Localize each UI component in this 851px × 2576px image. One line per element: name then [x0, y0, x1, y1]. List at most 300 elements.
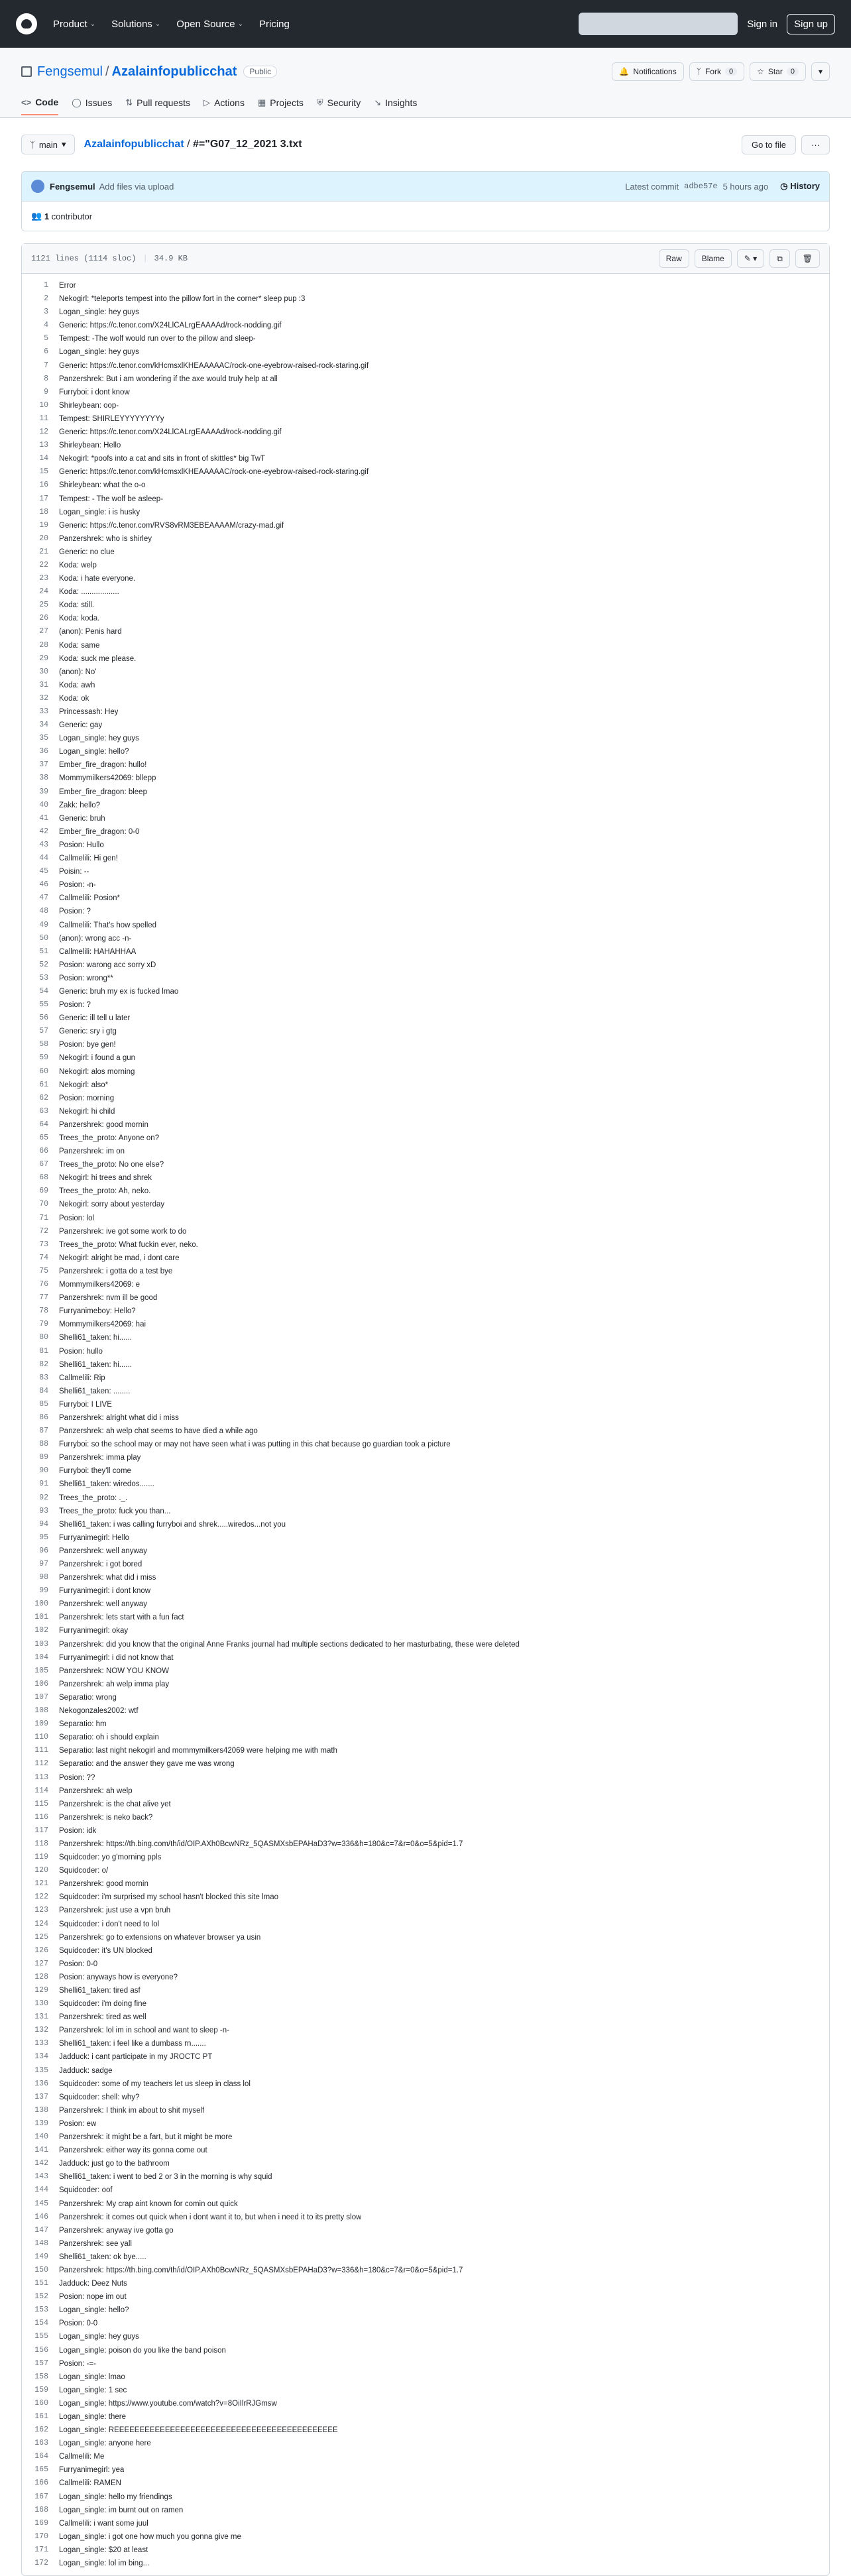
pull-request-icon: ⇅	[125, 97, 133, 107]
line-number[interactable]: 14	[39, 454, 48, 463]
visibility-badge: Public	[243, 66, 277, 78]
line-number[interactable]: 147	[34, 2225, 48, 2235]
line-content: Koda: still.	[59, 601, 95, 610]
line-number[interactable]: 152	[34, 2292, 48, 2302]
avatar[interactable]	[31, 180, 44, 193]
line-content: Mommymilkers42069: e	[59, 1281, 141, 1289]
line-number[interactable]: 42	[39, 827, 48, 836]
line-number[interactable]: 75	[39, 1266, 48, 1275]
history-link[interactable]	[780, 181, 820, 192]
line-content: Logan_single: poison do you like the band poison	[59, 2346, 226, 2355]
line-content: Nekogirl: *poofs into a cat and sits in front of skittles* big TwT	[59, 455, 266, 463]
line-number[interactable]: 85	[39, 1399, 48, 1409]
line-number[interactable]: 82	[39, 1360, 48, 1369]
line-number[interactable]: 50	[39, 933, 48, 943]
line-number[interactable]: 21	[39, 547, 48, 556]
line-number[interactable]: 20	[39, 534, 48, 543]
line-number[interactable]: 27	[39, 627, 48, 636]
line-number[interactable]: 15	[39, 467, 48, 477]
line-number[interactable]: 105	[34, 1666, 48, 1675]
code-line	[22, 2011, 829, 2024]
line-number[interactable]: 171	[34, 2545, 48, 2554]
line-number[interactable]: 4	[44, 321, 48, 330]
line-number[interactable]: 96	[39, 1546, 48, 1555]
line-number[interactable]: 110	[34, 1733, 48, 1742]
line-number[interactable]: 11	[39, 414, 48, 423]
code-line	[22, 2277, 829, 2290]
code-line	[22, 2211, 829, 2224]
line-number[interactable]: 117	[34, 1826, 48, 1835]
line-number[interactable]: 32	[39, 693, 48, 703]
line-number[interactable]: 126	[34, 1946, 48, 1955]
line-number[interactable]: 137	[34, 2092, 48, 2101]
line-number[interactable]: 8	[44, 374, 48, 383]
line-number[interactable]: 124	[34, 1919, 48, 1928]
line-number[interactable]: 104	[34, 1653, 48, 1662]
line-number[interactable]: 123	[34, 1906, 48, 1915]
code-line	[22, 786, 829, 799]
line-number[interactable]: 12	[39, 428, 48, 437]
repo-owner-link[interactable]: Fengsemul	[37, 64, 103, 79]
code-line	[22, 1145, 829, 1158]
code-line	[22, 839, 829, 852]
line-number[interactable]: 13	[39, 441, 48, 450]
line-number[interactable]: 73	[39, 1240, 48, 1249]
star-icon: ☆	[757, 67, 764, 76]
line-number[interactable]: 156	[34, 2345, 48, 2355]
line-number[interactable]: 64	[39, 1120, 48, 1129]
line-number[interactable]: 79	[39, 1320, 48, 1329]
table-icon: ▦	[257, 97, 266, 107]
line-content: Jadduck: just go to the bathroom	[59, 2160, 170, 2168]
line-number[interactable]: 155	[34, 2332, 48, 2341]
line-number[interactable]: 111	[34, 1746, 48, 1755]
line-number[interactable]: 99	[39, 1586, 48, 1596]
line-number[interactable]: 53	[39, 973, 48, 982]
line-number[interactable]: 166	[34, 2479, 48, 2488]
tab-pull-requests[interactable]	[125, 97, 190, 115]
line-content: Furryanimegirl: i dont know	[59, 1587, 151, 1596]
line-content: Separatio: last night nekogirl and mommymilkers42069 were helping me with math	[59, 1747, 337, 1755]
line-content: Panzershrek: is neko back?	[59, 1813, 153, 1822]
line-content: Panzershrek: i gotta do a test bye	[59, 1267, 173, 1275]
line-number[interactable]: 98	[39, 1573, 48, 1582]
code-line	[22, 2330, 829, 2343]
line-content: Generic: https://c.tenor.com/RVS8vRM3EBEAAAAM/crazy-mad.gif	[59, 521, 284, 530]
line-number[interactable]: 163	[34, 2439, 48, 2448]
line-number[interactable]: 43	[39, 840, 48, 849]
branch-icon: ᛉ	[30, 139, 35, 150]
line-number[interactable]: 116	[34, 1812, 48, 1822]
line-number[interactable]: 125	[34, 1932, 48, 1942]
repo-separator: /	[105, 64, 109, 79]
line-content: Posion: nope im out	[59, 2293, 127, 2302]
line-number[interactable]: 169	[34, 2518, 48, 2528]
code-line	[22, 1971, 829, 1984]
line-number[interactable]: 40	[39, 800, 48, 809]
line-number[interactable]: 93	[39, 1506, 48, 1515]
line-number[interactable]: 69	[39, 1187, 48, 1196]
line-content: Callmelili: That's how spelled	[59, 921, 157, 929]
line-number[interactable]: 31	[39, 680, 48, 689]
line-number[interactable]: 115	[34, 1799, 48, 1808]
code-line	[22, 1212, 829, 1225]
line-number[interactable]: 102	[34, 1626, 48, 1635]
line-content: Generic: https://c.tenor.com/X24LlCALrgEAAAAd/rock-nodding.gif	[59, 322, 282, 330]
code-line	[22, 1092, 829, 1105]
line-number[interactable]: 5	[44, 334, 48, 343]
code-line	[22, 1132, 829, 1145]
code-line	[22, 345, 829, 359]
github-logo-icon[interactable]	[16, 13, 37, 34]
line-number[interactable]: 24	[39, 587, 48, 597]
line-number[interactable]: 91	[39, 1480, 48, 1489]
line-content: Shelli61_taken: hi......	[59, 1334, 132, 1342]
tab-projects[interactable]	[258, 97, 304, 115]
line-number[interactable]: 87	[39, 1427, 48, 1436]
line-number[interactable]: 6	[44, 347, 48, 357]
line-number[interactable]: 71	[39, 1213, 48, 1222]
line-number[interactable]: 9	[44, 387, 48, 396]
tab-code[interactable]	[21, 97, 58, 115]
line-content: Logan_single: 1 sec	[59, 2386, 127, 2394]
line-number[interactable]: 129	[34, 1986, 48, 1995]
file-tools	[659, 249, 820, 268]
line-content: Squidcoder: i'm doing fine	[59, 2000, 146, 2009]
fork-button[interactable]	[689, 62, 744, 81]
line-number[interactable]: 153	[34, 2306, 48, 2315]
line-content: Logan_single: hey guys	[59, 2333, 139, 2341]
line-number[interactable]: 52	[39, 960, 48, 969]
line-number[interactable]: 59	[39, 1053, 48, 1063]
line-number[interactable]: 57	[39, 1027, 48, 1036]
line-number[interactable]: 44	[39, 854, 48, 863]
line-content: Panzershrek: im on	[59, 1147, 125, 1156]
commit-meta	[625, 181, 820, 192]
more-options-button[interactable]: ···	[801, 135, 830, 154]
line-number[interactable]: 3	[44, 308, 48, 317]
repo-name-link[interactable]: Azalainfopublicchat	[111, 64, 237, 79]
line-number[interactable]: 45	[39, 867, 48, 876]
line-content: Shelli61_taken: ok bye.....	[59, 2253, 146, 2261]
line-number[interactable]: 63	[39, 1106, 48, 1116]
sign-in-link[interactable]: Sign in	[747, 18, 778, 30]
line-number[interactable]: 22	[39, 560, 48, 569]
line-number[interactable]: 94	[39, 1519, 48, 1529]
line-content: Logan_single: $20 at least	[59, 2546, 148, 2554]
line-number[interactable]: 144	[34, 2186, 48, 2195]
line-number[interactable]: 33	[39, 707, 48, 716]
line-number[interactable]: 56	[39, 1014, 48, 1023]
line-number[interactable]: 159	[34, 2385, 48, 2394]
line-number[interactable]: 121	[34, 1879, 48, 1889]
copy-icon[interactable]: ⧉	[769, 249, 790, 268]
commit-sha-link[interactable]: adbe57e	[684, 182, 718, 191]
line-number[interactable]: 168	[34, 2505, 48, 2514]
line-number[interactable]: 150	[34, 2265, 48, 2274]
line-number[interactable]: 157	[34, 2359, 48, 2368]
line-content: Nekogirl: sorry about yesterday	[59, 1200, 165, 1209]
line-number[interactable]: 164	[34, 2452, 48, 2461]
branch-selector[interactable]	[21, 135, 75, 154]
line-number[interactable]: 101	[34, 1613, 48, 1622]
line-number[interactable]: 47	[39, 894, 48, 903]
code-line	[22, 1691, 829, 1704]
line-number[interactable]: 26	[39, 614, 48, 623]
line-number[interactable]: 62	[39, 1093, 48, 1102]
line-number[interactable]: 34	[39, 721, 48, 730]
line-number[interactable]: 89	[39, 1453, 48, 1462]
line-number[interactable]: 72	[39, 1226, 48, 1236]
line-number[interactable]: 142	[34, 2159, 48, 2168]
line-number[interactable]: 18	[39, 507, 48, 516]
line-number[interactable]: 80	[39, 1333, 48, 1342]
line-number[interactable]: 136	[34, 2079, 48, 2088]
line-number[interactable]: 10	[39, 400, 48, 410]
line-number[interactable]: 108	[34, 1706, 48, 1716]
line-number[interactable]: 19	[39, 520, 48, 530]
line-number[interactable]: 148	[34, 2239, 48, 2248]
line-number[interactable]: 135	[34, 2066, 48, 2075]
commit-author-link[interactable]: Fengsemul	[50, 181, 95, 192]
line-number[interactable]: 109	[34, 1720, 48, 1729]
line-number[interactable]: 138	[34, 2105, 48, 2115]
line-number[interactable]: 83	[39, 1373, 48, 1382]
code-line	[22, 2530, 829, 2544]
line-number[interactable]: 70	[39, 1200, 48, 1209]
line-number[interactable]: 106	[34, 1679, 48, 1688]
line-number[interactable]: 90	[39, 1466, 48, 1476]
line-number[interactable]: 2	[44, 294, 48, 304]
tab-label: Code	[35, 97, 59, 107]
line-number[interactable]: 39	[39, 787, 48, 796]
line-number[interactable]: 141	[34, 2146, 48, 2155]
line-number[interactable]: 49	[39, 920, 48, 929]
line-content: Generic: ill tell u later	[59, 1014, 131, 1023]
bell-icon: 🔔	[619, 67, 630, 76]
notifications-button[interactable]	[612, 62, 683, 81]
line-number[interactable]: 54	[39, 986, 48, 996]
nav-label: Solutions	[111, 18, 152, 30]
line-number[interactable]: 95	[39, 1533, 48, 1542]
line-content: Panzershrek: https://th.bing.com/th/id/OIP.AXh0BcwNRz_5QASMXsbEPAHaD3?w=336&h=180&c=7&r=0&o=5&pid=1.7	[59, 1840, 463, 1848]
line-number[interactable]: 118	[34, 1839, 48, 1848]
nav-solutions[interactable]	[111, 19, 160, 30]
line-number[interactable]: 67	[39, 1160, 48, 1169]
line-number[interactable]: 88	[39, 1440, 48, 1449]
line-content: Logan_single: hey guys	[59, 308, 139, 317]
line-number[interactable]: 143	[34, 2172, 48, 2182]
line-number[interactable]: 92	[39, 1493, 48, 1502]
code-line	[22, 732, 829, 745]
line-number[interactable]: 154	[34, 2319, 48, 2328]
line-number[interactable]: 77	[39, 1293, 48, 1303]
line-number[interactable]: 119	[34, 1853, 48, 1862]
star-dropdown-button[interactable]	[811, 62, 830, 81]
code-line	[22, 1624, 829, 1637]
line-number[interactable]: 134	[34, 2052, 48, 2062]
line-content: Error	[59, 282, 76, 290]
line-number[interactable]: 30	[39, 667, 48, 676]
line-number[interactable]: 60	[39, 1067, 48, 1076]
code-line	[22, 1678, 829, 1691]
line-number[interactable]: 146	[34, 2212, 48, 2221]
code-line	[22, 825, 829, 839]
tab-security[interactable]	[317, 97, 361, 115]
line-number[interactable]: 170	[34, 2532, 48, 2541]
line-number[interactable]: 149	[34, 2252, 48, 2261]
tab-actions[interactable]	[203, 97, 245, 115]
line-number[interactable]: 158	[34, 2372, 48, 2381]
code-line	[22, 332, 829, 345]
edit-icon[interactable]: ✎ ▾	[737, 249, 764, 268]
code-line	[22, 2490, 829, 2504]
line-number[interactable]: 172	[34, 2559, 48, 2568]
line-number[interactable]: 100	[34, 1600, 48, 1609]
line-content: Panzershrek: it might be a fart, but it might be more	[59, 2133, 233, 2142]
issue-icon: ◯	[72, 97, 82, 107]
line-number[interactable]: 29	[39, 654, 48, 663]
trash-icon[interactable]: 🗑	[795, 249, 820, 268]
line-number[interactable]: 107	[34, 1692, 48, 1702]
nav-product[interactable]	[53, 19, 95, 30]
line-number[interactable]: 113	[34, 1773, 48, 1782]
line-content: Ember_fire_dragon: hullo!	[59, 761, 147, 770]
line-number[interactable]: 61	[39, 1080, 48, 1089]
raw-button[interactable]: Raw	[659, 249, 689, 268]
line-number[interactable]: 25	[39, 601, 48, 610]
line-number[interactable]: 140	[34, 2133, 48, 2142]
code-line	[22, 306, 829, 319]
line-number[interactable]: 84	[39, 1386, 48, 1395]
line-number[interactable]: 139	[34, 2119, 48, 2128]
line-number[interactable]: 7	[44, 361, 48, 370]
line-number[interactable]: 130	[34, 1999, 48, 2009]
line-number[interactable]: 81	[39, 1346, 48, 1356]
code-line	[22, 719, 829, 732]
line-content: Posion: 0-0	[59, 2319, 98, 2328]
line-number[interactable]: 97	[39, 1560, 48, 1568]
line-number[interactable]: 145	[34, 2199, 48, 2208]
line-number[interactable]: 112	[34, 1759, 48, 1769]
line-number[interactable]: 37	[39, 760, 48, 770]
line-number[interactable]: 1	[44, 281, 48, 290]
line-number[interactable]: 41	[39, 813, 48, 823]
blame-button[interactable]: Blame	[695, 249, 732, 268]
line-number[interactable]: 128	[34, 1972, 48, 1981]
code-line	[22, 559, 829, 572]
code-line	[22, 2237, 829, 2251]
line-number[interactable]: 86	[39, 1413, 48, 1422]
line-number[interactable]: 17	[39, 494, 48, 503]
line-number[interactable]: 58	[39, 1040, 48, 1049]
line-content: Callmelili: i want some juul	[59, 2519, 148, 2528]
file-nav-row	[21, 118, 830, 171]
code-line	[22, 399, 829, 412]
contributors-row[interactable]	[22, 202, 829, 231]
tab-issues[interactable]	[72, 97, 112, 115]
line-number[interactable]: 35	[39, 734, 48, 743]
line-number[interactable]: 23	[39, 574, 48, 583]
code-line	[22, 1331, 829, 1344]
code-line	[22, 692, 829, 705]
line-content: Posion: ??	[59, 1773, 95, 1782]
line-number[interactable]: 120	[34, 1866, 48, 1875]
line-content: Callmelili: Hi gen!	[59, 854, 118, 863]
breadcrumb-repo-link[interactable]: Azalainfopublicchat	[84, 139, 184, 150]
line-number[interactable]: 46	[39, 880, 48, 890]
code-line	[22, 1225, 829, 1238]
line-number[interactable]: 165	[34, 2465, 48, 2475]
line-number[interactable]: 51	[39, 947, 48, 956]
line-number[interactable]: 122	[34, 1893, 48, 1902]
line-number[interactable]: 28	[39, 640, 48, 650]
code-line	[22, 1638, 829, 1651]
line-content: Callmelili: RAMEN	[59, 2479, 121, 2488]
code-line	[22, 1851, 829, 1864]
line-content: Panzershrek: what did i miss	[59, 1574, 156, 1582]
line-number[interactable]: 74	[39, 1253, 48, 1262]
line-number[interactable]: 38	[39, 774, 48, 783]
play-icon: ▷	[203, 97, 211, 107]
line-number[interactable]: 78	[39, 1307, 48, 1316]
sign-up-button[interactable]: Sign up	[787, 14, 835, 34]
repo-header	[0, 48, 851, 118]
line-number[interactable]: 127	[34, 1959, 48, 1968]
line-number[interactable]: 36	[39, 747, 48, 756]
line-content: Shelli61_taken: i was calling furryboi and shrek.....wiredos...not you	[59, 1520, 286, 1529]
line-number[interactable]: 66	[39, 1147, 48, 1156]
line-number[interactable]: 151	[34, 2279, 48, 2288]
line-content: (anon): Penis hard	[59, 628, 122, 636]
line-number[interactable]: 48	[39, 907, 48, 916]
commit-message-link[interactable]: Add files via upload	[99, 181, 174, 192]
code-line	[22, 652, 829, 666]
star-button[interactable]	[750, 62, 806, 81]
line-content: Posion: warong acc sorry xD	[59, 961, 156, 969]
line-content: Panzershrek: lol im in school and want to sleep -n-	[59, 2026, 229, 2035]
line-content: Squidcoder: oof	[59, 2186, 113, 2195]
line-number[interactable]: 55	[39, 1000, 48, 1010]
line-number[interactable]: 65	[39, 1134, 48, 1142]
line-content: Panzershrek: https://th.bing.com/th/id/OIP.AXh0BcwNRz_5QASMXsbEPAHaD3?w=336&h=180&c=7&r=0&o=5&pid=1.7	[59, 2266, 463, 2274]
line-number[interactable]: 133	[34, 2039, 48, 2048]
code-line	[22, 758, 829, 772]
code-line	[22, 1038, 829, 1051]
line-number[interactable]: 76	[39, 1280, 48, 1289]
nav-open-source[interactable]	[176, 19, 243, 30]
line-number[interactable]: 162	[34, 2426, 48, 2435]
search-input[interactable]	[579, 13, 738, 35]
tab-insights[interactable]	[374, 97, 417, 115]
line-number[interactable]: 160	[34, 2398, 48, 2408]
line-number[interactable]: 68	[39, 1173, 48, 1183]
line-number[interactable]: 167	[34, 2492, 48, 2501]
line-number[interactable]: 103	[34, 1639, 48, 1649]
code-line	[22, 1478, 829, 1491]
code-line	[22, 1744, 829, 1757]
line-content: Panzershrek: imma play	[59, 1454, 141, 1462]
code-line	[22, 799, 829, 812]
nav-pricing[interactable]	[259, 19, 290, 30]
line-content: Panzershrek: is the chat alive yet	[59, 1800, 171, 1808]
line-number[interactable]: 132	[34, 2026, 48, 2035]
line-number[interactable]: 131	[34, 2013, 48, 2022]
line-number[interactable]: 16	[39, 481, 48, 490]
go-to-file-button[interactable]: Go to file	[742, 135, 796, 154]
line-number[interactable]: 161	[34, 2412, 48, 2421]
line-number[interactable]: 114	[34, 1786, 48, 1795]
